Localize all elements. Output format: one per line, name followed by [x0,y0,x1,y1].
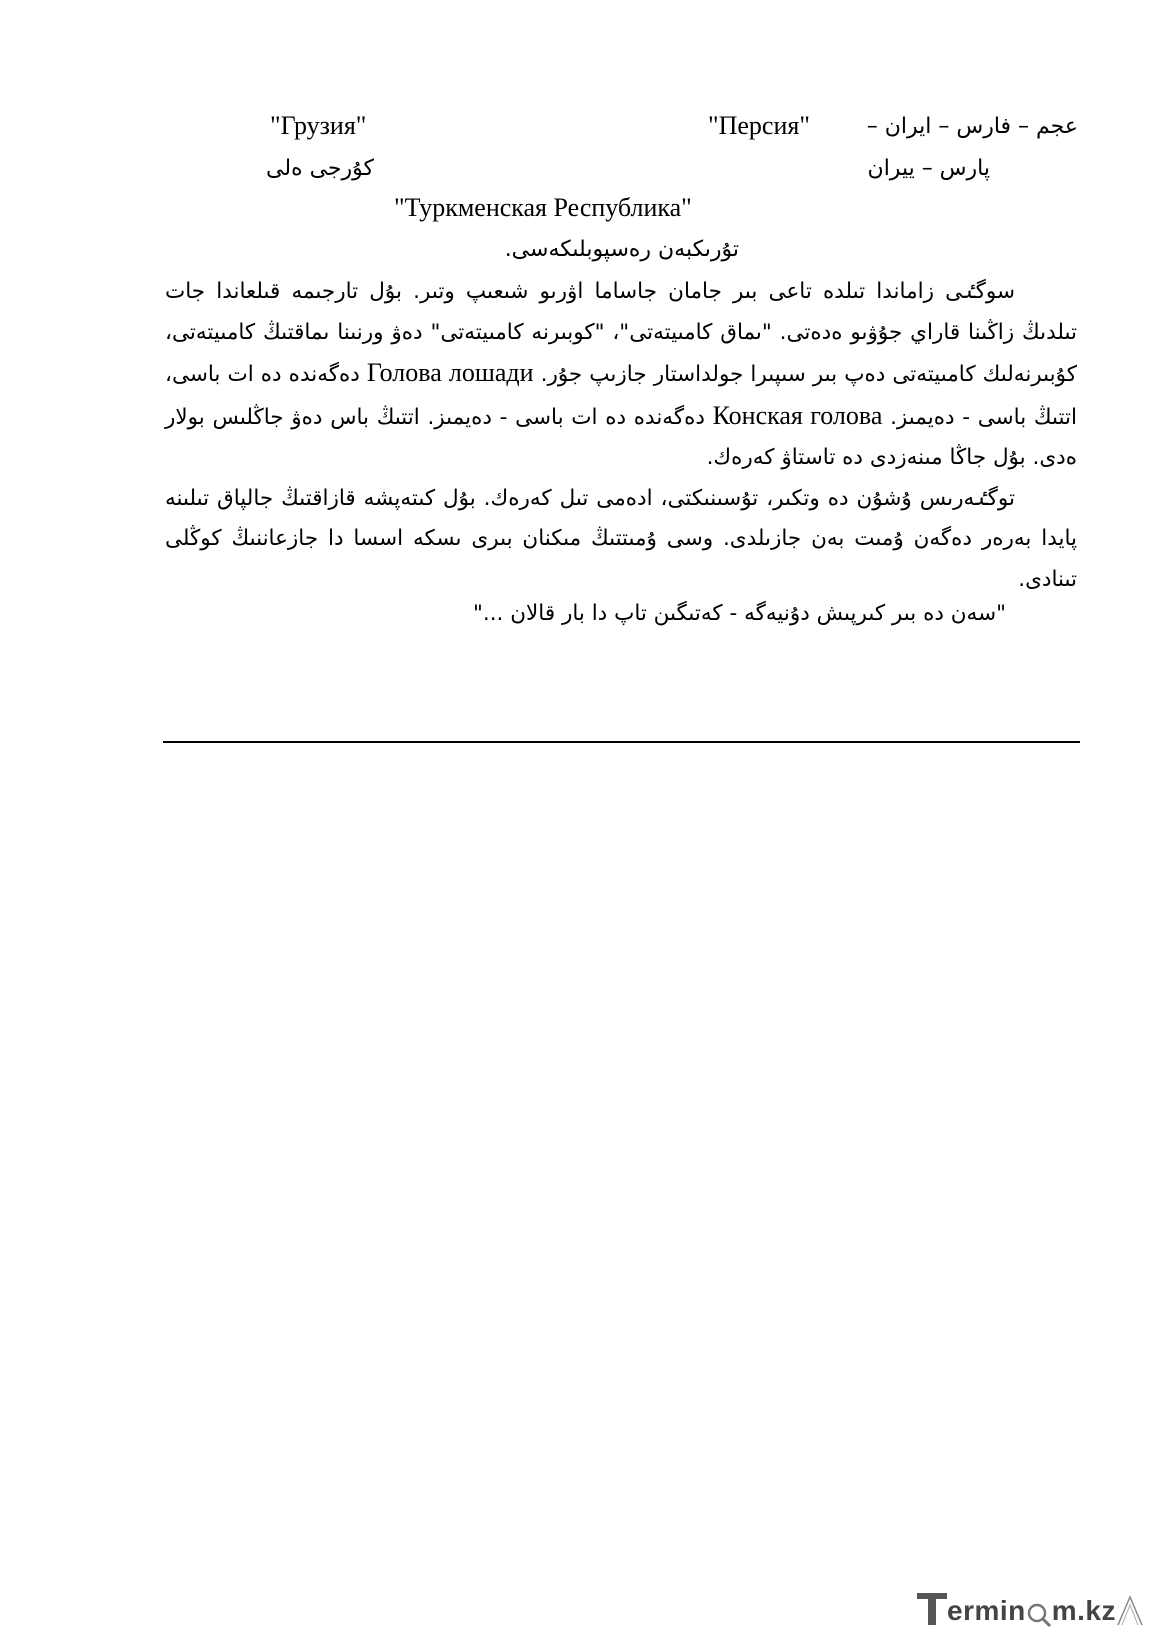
body-text [165,272,1077,600]
watermark-brand-end: m.kz [1051,1595,1116,1626]
turkmen-ru: "Туркменская Республика" [394,193,692,222]
paragraph-1-ru-golova: Голова [366,358,442,387]
corner-swoosh-icon [1116,1591,1144,1627]
persia-ar: عجم – فارس – ایران – [866,114,1078,139]
paragraph-1-after: دەگەندە دە ات باسى - دەيمىز. اتتىڭ باس دەۋ جاڭلىس بولار ەدى. بۇل جاڭا مىنەزدى دە تاستاۋ كەرەك. [165,404,1077,470]
paris-iran: پارس – ییران [867,156,990,181]
closing-quote: "سەن دە بىر كىرپىش دۇنيەگە - كەتىگىن تاپ دا بار قالان ..." [473,601,1006,626]
paragraph-1-ru-loshadi: лошади [448,358,534,387]
paragraph-1 [165,272,1077,479]
georgia-ar: كۇرجی ەلی [266,156,374,181]
watermark-brand-start: ermin [947,1595,1026,1626]
t-logo-icon [917,1591,947,1627]
magnifier-icon [1026,1597,1052,1627]
paragraph-1-before: سوگٸى زاماندا تىلدە تاعى بىر جامان جاساما اۋرىو شىعىپ وتىر. بۇل تارجىمە قىلعاندا جات تىلدىڭ زاڭىنا قاراي جۇۋىو ەدەتى. "ىماق كامىيتەتى"، "كوبىرنە كامىيتەتى" دەۋ ورنىنا ىماقتىڭ كامىيتەتى، كۇبىرنەلىك كامىيتەتى دەپ بىر سىپىرا جولداستار جازىپ جۇر. [165,279,1077,387]
turkmen-ar: تۇرىكبەن رەسپوبلىكەسى. [504,237,739,262]
paragraph-2: توگٸەرىس ۇشۇن دە وتكىر، تۇسىنىكتى، ادەمى تىل كەرەك. بۇل كىتەپشە قازاقتىڭ جالپاق تىلىنە پايدا بەرەر دەگەن ۇمىت بەن جازىلدى. وسى ۇمىتتىڭ مىكنان بىرى ىسكە اسسا دا جازعاننىڭ كوڭلى تىنادى. [165,485,1077,592]
footnote-separator [163,741,1080,743]
termincom-watermark [917,1587,1144,1627]
persia-ru: "Персия" [708,111,810,140]
paragraph-1-middle: دەگەندە دە ات باسى، اتتىڭ باسى - دەيمىز. [165,362,1077,430]
paragraph-1-ru-konskaya: Конская голова [712,400,883,430]
georgia-ru: "Грузия" [270,111,367,140]
